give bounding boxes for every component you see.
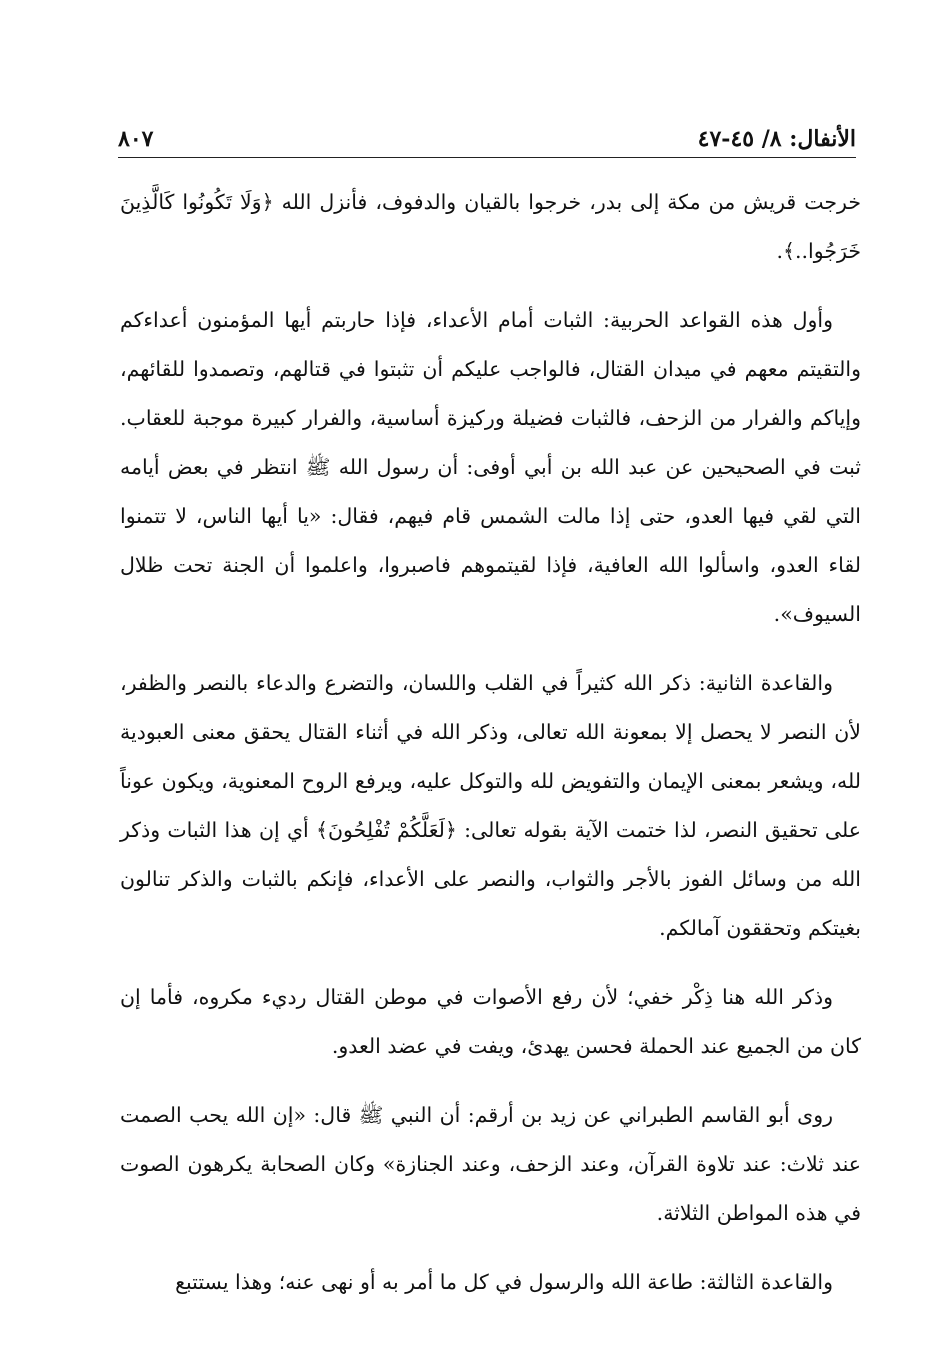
running-head: الأنفال: ٨/ ٤٥-٤٧ <box>697 126 856 152</box>
page-header <box>118 112 856 152</box>
paragraph: والقاعدة الثانية: ذكر الله كثيراً في القلب واللسان، والتضرع والدعاء بالنصر والظفر، لأن النصر لا يحصل إلا بمعونة الله تعالى، وذكر الله في أثناء القتال يحقق معنى العبودية لله، ويشعر بمعنى الإيمان والتفويض لله والتوكل عليه، ويرفع الروح المعنوية، ويكون عوناً على تحقيق النصر، لذا ختمت الآية بقوله تعالى: ﴿لَعَلَّكُمْ تُفْلِحُونَ﴾ أي إن هذا الثبات وذكر الله من وسائل الفوز بالأجر والثواب، والنصر على الأعداء، فإنكم بالثبات والذكر تنالون بغيتكم وتحققون آمالكم. <box>120 671 861 940</box>
page-number: ٨٠٧ <box>118 126 154 152</box>
paragraph: وذكر الله هنا ذِكْر خفي؛ لأن رفع الأصوات في موطن القتال رديء مكروه، فأما إن كان من الجميع عند الحملة فحسن يهدئ، ويفت في عضد العدو. <box>120 985 861 1058</box>
paragraph: روى أبو القاسم الطبراني عن زيد بن أرقم: أن النبي ﷺ قال: «إن الله يحب الصمت عند ثلاث: عند تلاوة القرآن، وعند الزحف، وعند الجنازة» وكان الصحابة يكرهون الصوت في هذه المواطن الثلاثة. <box>120 1103 861 1225</box>
paragraph: وأول هذه القواعد الحربية: الثبات أمام الأعداء، فإذا حاربتم أيها المؤمنون أعداءكم والتقيتم معهم في ميدان القتال، فالواجب عليكم أن تثبتوا في قتالهم، وتصمدوا للقائهم، وإياكم والفرار من الزحف، فالثبات فضيلة وركيزة أساسية، والفرار كبيرة موجبة للعقاب. ثبت في الصحيحين عن عبد الله بن أبي أوفى: أن رسول الله ﷺ انتظر في بعض أيامه التي لقي فيها العدو، حتى إذا مالت الشمس قام فيهم، فقال: «يا أيها الناس، لا تتمنوا لقاء العدو، واسألوا الله العافية، فإذا لقيتموهم فاصبروا، واعلموا أن الجنة تحت ظلال السيوف». <box>120 308 861 626</box>
page-body <box>120 178 861 1327</box>
paragraph: خرجت قريش من مكة إلى بدر، خرجوا بالقيان والدفوف، فأنزل الله ﴿وَلَا تَكُونُوا كَالَّذِينَ خَرَجُوا..﴾. <box>120 190 861 263</box>
header-rule <box>118 157 856 158</box>
paragraph: والقاعدة الثالثة: طاعة الله والرسول في كل ما أمر به أو نهى عنه؛ وهذا يستتبع <box>175 1270 833 1294</box>
